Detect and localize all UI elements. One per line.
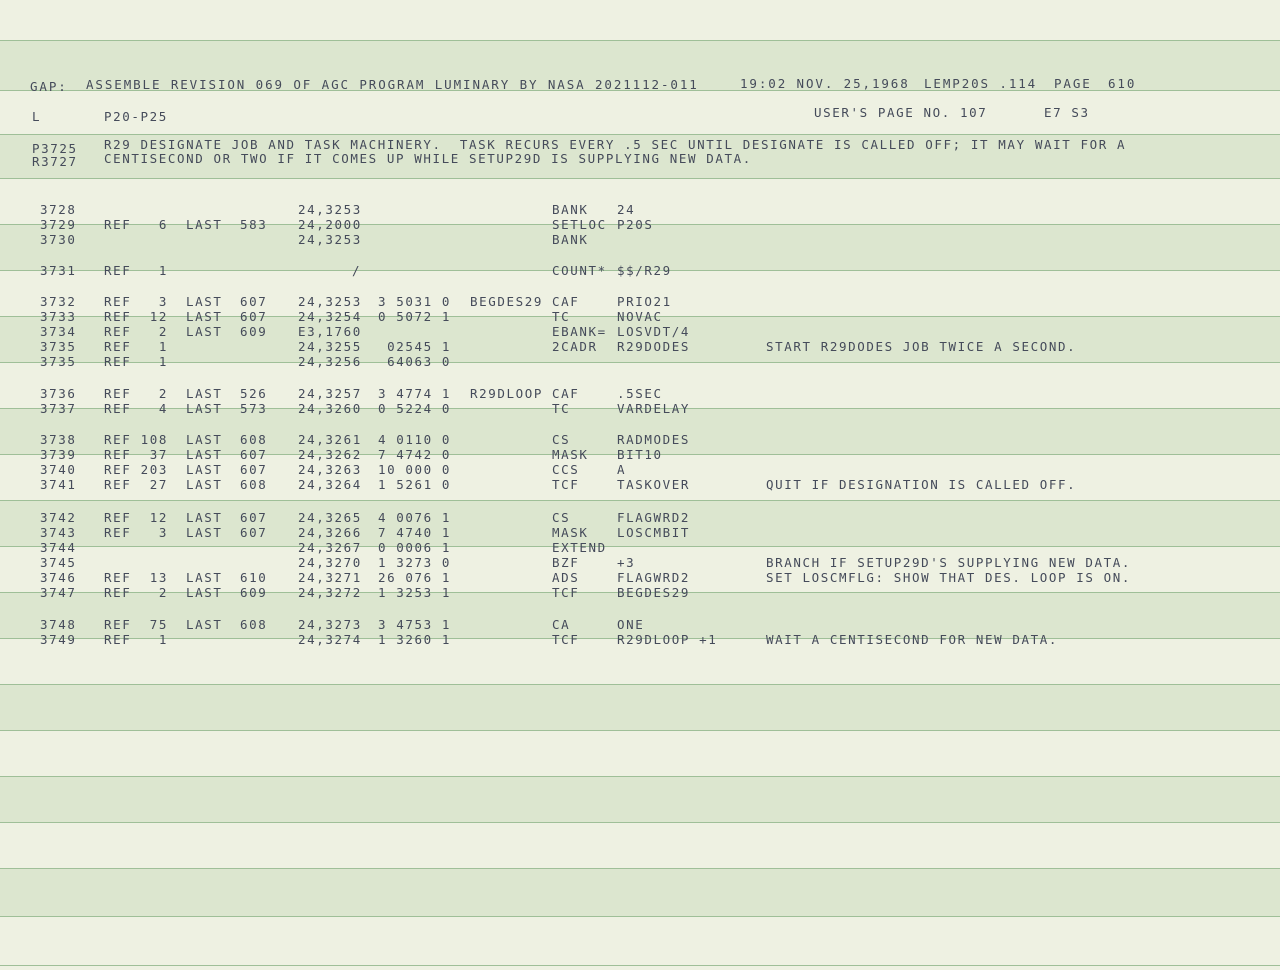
listing-line: 3748 <box>40 617 77 632</box>
listing-lastn: 608 <box>240 617 268 632</box>
listing-code: 1 3273 0 <box>378 555 452 570</box>
listing-refn: 12 <box>149 510 168 525</box>
paper-rule <box>0 868 1280 869</box>
listing-lastn: 608 <box>240 432 268 447</box>
listing-code: 7 4740 1 <box>378 525 452 540</box>
paper-rule <box>0 40 1280 41</box>
listing-lastn: 609 <box>240 324 268 339</box>
listing-line: 3749 <box>40 632 77 647</box>
listing-ref: REF <box>104 263 132 278</box>
listing-operand: RADMODES <box>617 432 691 447</box>
listing-code: 3 4753 1 <box>378 617 452 632</box>
listing-last: LAST <box>186 217 223 232</box>
paper-rule <box>0 546 1280 547</box>
listing-lastn: 608 <box>240 477 268 492</box>
listing-lastn: 573 <box>240 401 268 416</box>
listing-refn: 6 <box>158 217 168 232</box>
listing-addr: 24,3260 <box>298 401 362 416</box>
listing-line: 3728 <box>40 202 77 217</box>
listing-line: 3738 <box>40 432 77 447</box>
listing-lastn: 607 <box>240 510 268 525</box>
listing-ref: REF <box>104 217 132 232</box>
listing-addr: 24,3270 <box>298 555 362 570</box>
listing-refn: 2 <box>158 324 168 339</box>
listing-operand: TASKOVER <box>617 477 691 492</box>
listing-addr: / <box>352 263 362 278</box>
listing-line: 3739 <box>40 447 77 462</box>
listing-last: LAST <box>186 401 223 416</box>
listing-code: 7 4742 0 <box>378 447 452 462</box>
listing-comment: BRANCH IF SETUP29D'S SUPPLYING NEW DATA. <box>766 555 1132 570</box>
paper-rule <box>0 134 1280 135</box>
listing-line: 3735 <box>40 354 77 369</box>
listing-refn: 203 <box>140 462 168 477</box>
listing-lastn: 526 <box>240 386 268 401</box>
listing-refn: 108 <box>140 432 168 447</box>
listing-op: MASK <box>552 447 589 462</box>
paper-rule <box>0 730 1280 731</box>
listing-addr: 24,3261 <box>298 432 362 447</box>
listing-operand: BEGDES29 <box>617 585 691 600</box>
listing-ref: REF <box>104 585 132 600</box>
listing-line: 3732 <box>40 294 77 309</box>
comment-ref-2: R3727 <box>32 154 78 169</box>
listing-last: LAST <box>186 432 223 447</box>
listing-line: 3737 <box>40 401 77 416</box>
listing-addr: 24,3272 <box>298 585 362 600</box>
listing-line: 3731 <box>40 263 77 278</box>
listing-ref: REF <box>104 510 132 525</box>
listing-label: R29DLOOP <box>470 386 544 401</box>
comment-line-1: R29 DESIGNATE JOB AND TASK MACHINERY. TASK RECURS EVERY .5 SEC UNTIL DESIGNATE IS CALLED OFF; IT MAY WAIT FOR A <box>104 137 1127 152</box>
listing-op: TCF <box>552 585 580 600</box>
listing-line: 3745 <box>40 555 77 570</box>
header-title: ASSEMBLE REVISION 069 OF AGC PROGRAM LUMINARY BY NASA 2021112-011 <box>86 77 699 92</box>
listing-refn: 1 <box>158 632 168 647</box>
listing-line: 3746 <box>40 570 77 585</box>
comment-ref-1: P3725 <box>32 141 78 156</box>
paper-rule <box>0 500 1280 501</box>
listing-op: CS <box>552 510 571 525</box>
header-id: LEMP20S .114 <box>924 76 1038 91</box>
listing-lastn: 609 <box>240 585 268 600</box>
listing-line: 3736 <box>40 386 77 401</box>
listing-code: 64063 0 <box>378 354 452 369</box>
listing-refn: 4 <box>158 401 168 416</box>
listing-last: LAST <box>186 309 223 324</box>
listing-operand: 24 <box>617 202 636 217</box>
listing-op: BANK <box>552 202 589 217</box>
listing-ref: REF <box>104 339 132 354</box>
listing-comment: SET LOSCMFLG: SHOW THAT DES. LOOP IS ON. <box>766 570 1132 585</box>
listing-refn: 1 <box>158 263 168 278</box>
listing-op: TC <box>552 401 571 416</box>
listing-lastn: 607 <box>240 294 268 309</box>
listing-operand: P20S <box>617 217 654 232</box>
listing-line: 3741 <box>40 477 77 492</box>
listing-lastn: 607 <box>240 525 268 540</box>
listing-op: SETLOC <box>552 217 607 232</box>
listing-last: LAST <box>186 294 223 309</box>
listing-addr: 24,3264 <box>298 477 362 492</box>
listing-op: EBANK= <box>552 324 607 339</box>
listing-addr: 24,3271 <box>298 570 362 585</box>
listing-addr: 24,3266 <box>298 525 362 540</box>
listing-last: LAST <box>186 462 223 477</box>
listing-operand: R29DLOOP +1 <box>617 632 718 647</box>
header-gap: GAP: <box>30 79 68 94</box>
header-time: 19:02 NOV. 25,1968 <box>740 76 910 91</box>
listing-addr: 24,3256 <box>298 354 362 369</box>
listing-ref: REF <box>104 432 132 447</box>
listing-operand: VARDELAY <box>617 401 691 416</box>
listing-operand: LOSCMBIT <box>617 525 691 540</box>
paper-rule <box>0 776 1280 777</box>
listing-lastn: 607 <box>240 447 268 462</box>
subheader-users-page: USER'S PAGE NO. 107 <box>814 105 988 120</box>
listing-op: ADS <box>552 570 580 585</box>
listing-ref: REF <box>104 401 132 416</box>
listing-addr: 24,3263 <box>298 462 362 477</box>
paper-rule <box>0 965 1280 966</box>
header-page-label: PAGE <box>1054 76 1092 91</box>
listing-code: 1 3253 1 <box>378 585 452 600</box>
listing-code: 1 5261 0 <box>378 477 452 492</box>
listing-last: LAST <box>186 447 223 462</box>
listing-last: LAST <box>186 386 223 401</box>
listing-addr: 24,3253 <box>298 294 362 309</box>
listing-line: 3733 <box>40 309 77 324</box>
listing-refn: 3 <box>158 294 168 309</box>
listing-operand: $$/R29 <box>617 263 672 278</box>
listing-op: MASK <box>552 525 589 540</box>
listing-last: LAST <box>186 510 223 525</box>
listing-lastn: 583 <box>240 217 268 232</box>
listing-addr: 24,3257 <box>298 386 362 401</box>
paper-rule <box>0 916 1280 917</box>
listing-code: 0 5224 0 <box>378 401 452 416</box>
listing-refn: 1 <box>158 339 168 354</box>
listing-line: 3740 <box>40 462 77 477</box>
listing-op: TC <box>552 309 571 324</box>
listing-code: 26 076 1 <box>378 570 452 585</box>
listing-ref: REF <box>104 462 132 477</box>
listing-line: 3742 <box>40 510 77 525</box>
listing-op: TCF <box>552 632 580 647</box>
listing-addr: 24,3253 <box>298 232 362 247</box>
listing-line: 3730 <box>40 232 77 247</box>
listing-lastn: 607 <box>240 462 268 477</box>
listing-ref: REF <box>104 477 132 492</box>
listing-code: 0 0006 1 <box>378 540 452 555</box>
listing-op: CAF <box>552 294 580 309</box>
listing-addr: E3,1760 <box>298 324 362 339</box>
listing-ref: REF <box>104 447 132 462</box>
listing-operand: .5SEC <box>617 386 663 401</box>
listing-ref: REF <box>104 386 132 401</box>
listing-line: 3747 <box>40 585 77 600</box>
listing-addr: 24,3262 <box>298 447 362 462</box>
listing-ref: REF <box>104 354 132 369</box>
listing-refn: 37 <box>149 447 168 462</box>
listing-addr: 24,3253 <box>298 202 362 217</box>
subheader-code: E7 S3 <box>1044 105 1090 120</box>
listing-ref: REF <box>104 324 132 339</box>
listing-refn: 1 <box>158 354 168 369</box>
listing-op: CA <box>552 617 571 632</box>
listing-line: 3729 <box>40 217 77 232</box>
listing-comment: QUIT IF DESIGNATION IS CALLED OFF. <box>766 477 1077 492</box>
listing-op: CS <box>552 432 571 447</box>
listing-refn: 13 <box>149 570 168 585</box>
listing-comment: WAIT A CENTISECOND FOR NEW DATA. <box>766 632 1059 647</box>
listing-operand: +3 <box>617 555 636 570</box>
subheader-section: P20-P25 <box>104 109 168 124</box>
comment-line-2: CENTISECOND OR TWO IF IT COMES UP WHILE SETUP29D IS SUPPLYING NEW DATA. <box>104 151 752 166</box>
listing-lastn: 610 <box>240 570 268 585</box>
listing-operand: BIT10 <box>617 447 663 462</box>
paper-rule <box>0 684 1280 685</box>
listing-operand: PRIO21 <box>617 294 672 309</box>
listing-ref: REF <box>104 525 132 540</box>
listing-refn: 27 <box>149 477 168 492</box>
paper-band <box>0 868 1280 916</box>
listing-refn: 2 <box>158 585 168 600</box>
listing-addr: 24,3274 <box>298 632 362 647</box>
listing-op: COUNT* <box>552 263 607 278</box>
listing-last: LAST <box>186 570 223 585</box>
listing-operand: FLAGWRD2 <box>617 570 691 585</box>
listing-code: 0 5072 1 <box>378 309 452 324</box>
listing-operand: NOVAC <box>617 309 663 324</box>
listing-addr: 24,3254 <box>298 309 362 324</box>
listing-op: BZF <box>552 555 580 570</box>
header-page-number: 610 <box>1108 76 1137 91</box>
listing-code: 4 0110 0 <box>378 432 452 447</box>
listing-ref: REF <box>104 309 132 324</box>
paper-rule <box>0 362 1280 363</box>
listing-op: CAF <box>552 386 580 401</box>
listing-op: 2CADR <box>552 339 598 354</box>
listing-last: LAST <box>186 324 223 339</box>
listing-line: 3735 <box>40 339 77 354</box>
listing-ref: REF <box>104 617 132 632</box>
listing-line: 3744 <box>40 540 77 555</box>
listing-refn: 3 <box>158 525 168 540</box>
listing-op: EXTEND <box>552 540 607 555</box>
listing-addr: 24,3255 <box>298 339 362 354</box>
paper-band <box>0 776 1280 822</box>
listing-operand: A <box>617 462 627 477</box>
listing-code: 02545 1 <box>378 339 452 354</box>
listing-refn: 12 <box>149 309 168 324</box>
listing-refn: 2 <box>158 386 168 401</box>
listing-ref: REF <box>104 294 132 309</box>
listing-op: CCS <box>552 462 580 477</box>
listing-operand: FLAGWRD2 <box>617 510 691 525</box>
listing-line: 3743 <box>40 525 77 540</box>
subheader-mode: L <box>32 109 42 124</box>
paper-rule <box>0 822 1280 823</box>
listing-code: 3 4774 1 <box>378 386 452 401</box>
listing-line: 3734 <box>40 324 77 339</box>
listing-label: BEGDES29 <box>470 294 544 309</box>
listing-code: 10 000 0 <box>378 462 452 477</box>
listing-operand: R29DODES <box>617 339 691 354</box>
paper-rule <box>0 178 1280 179</box>
listing-last: LAST <box>186 585 223 600</box>
listing-addr: 24,2000 <box>298 217 362 232</box>
listing-code: 3 5031 0 <box>378 294 452 309</box>
listing-addr: 24,3265 <box>298 510 362 525</box>
listing-addr: 24,3273 <box>298 617 362 632</box>
paper-band <box>0 684 1280 730</box>
listing-refn: 75 <box>149 617 168 632</box>
listing-code: 4 0076 1 <box>378 510 452 525</box>
listing-op: TCF <box>552 477 580 492</box>
listing-op: BANK <box>552 232 589 247</box>
listing-addr: 24,3267 <box>298 540 362 555</box>
listing-last: LAST <box>186 477 223 492</box>
listing-lastn: 607 <box>240 309 268 324</box>
listing-operand: LOSVDT/4 <box>617 324 691 339</box>
listing-code: 1 3260 1 <box>378 632 452 647</box>
listing-last: LAST <box>186 617 223 632</box>
listing-last: LAST <box>186 525 223 540</box>
listing-ref: REF <box>104 632 132 647</box>
listing-comment: START R29DODES JOB TWICE A SECOND. <box>766 339 1077 354</box>
listing-operand: ONE <box>617 617 645 632</box>
listing-ref: REF <box>104 570 132 585</box>
